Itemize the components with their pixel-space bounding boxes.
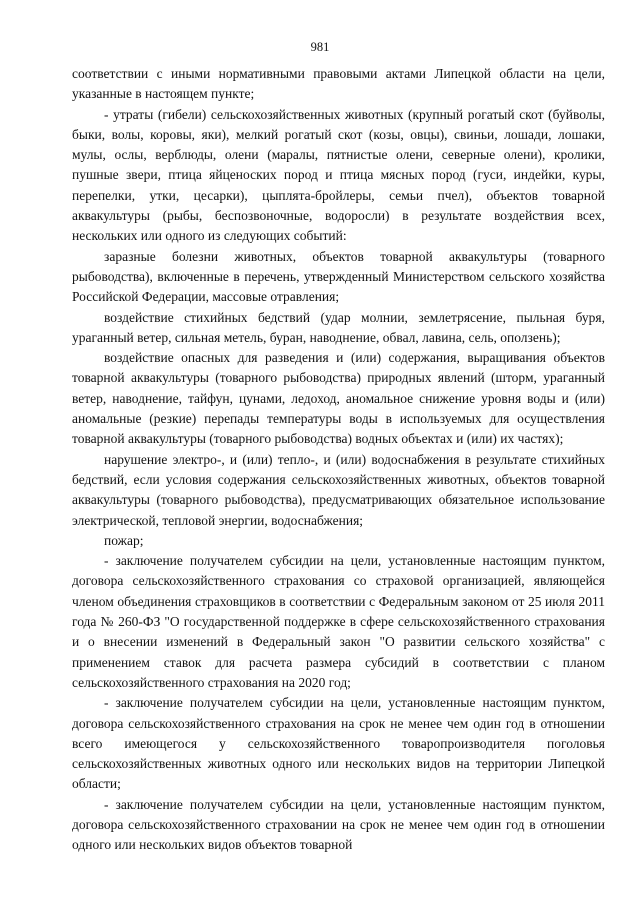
paragraph-fire: пожар; xyxy=(104,532,144,548)
paragraph-insurance-contract: - заключение получателем субсидии на цели, установленные настоящим пунктом, договора сельскохозяйственного страхования со страховой организацией, являющейся членом объединения страховщиков в соответствии с Федеральным законом от 25 июля 2011 года № 260-ФЗ "О государственной поддержке в сфере сельскохозяйственного страхования и о внесении изменений в Федеральный закон "О развитии сельского хозяйства" с применением ставок для расчета размера субсидий в соответствии с планом сельскохозяйственного страхования на 2020 год; xyxy=(72,553,605,690)
paragraph-livestock-insurance: - заключение получателем субсидии на цели, установленные настоящим пунктом, договора сельскохозяйственного страхования на срок не менее чем один год в отношении всего имеющегося у сельскохозяйственного товаропроизводителя поголовья сельскохозяйственных животных одного или нескольких видов на территории Липецкой области; xyxy=(72,695,605,792)
document-body xyxy=(72,64,605,856)
paragraph-natural-phenomena: воздействие опасных для разведения и (или) содержания, выращивания объектов товарной аквакультуры (товарного рыбоводства) природных явлений (шторм, ураганный ветер, наводнение, тайфун, цунами, ледоход, аномальное снижение уровня воды и (или) аномальные (резкие) перепады температуры воды в используемых для осуществления товарной аквакультуры (товарного рыбоводства) водных объектах и (или) их частях); xyxy=(72,350,605,447)
paragraph-aquaculture-insurance: - заключение получателем субсидии на цели, установленные настоящим пунктом, договора сельскохозяйственного страховании на срок не менее чем один год в отношении одного или нескольких видов объектов товарной xyxy=(72,796,605,853)
paragraph-contagious-diseases: заразные болезни животных, объектов товарной аквакультуры (товарного рыбоводства), включенные в перечень, утвержденный Министерством сельского хозяйства Российской Федерации, массовые отравления; xyxy=(72,248,605,305)
paragraph-natural-disasters: воздействие стихийных бедствий (удар молнии, землетрясение, пыльная буря, ураганный ветер, сильная метель, буран, наводнение, обвал, лавина, сель, оползень); xyxy=(72,309,605,345)
paragraph-utility-disruption: нарушение электро-, и (или) тепло-, и (или) водоснабжения в результате стихийных бедствий, если условия содержания сельскохозяйственных животных, объектов товарной аквакультуры (товарного рыбоводства), предусматривающих обязательное использование электрической, тепловой энергии, водоснабжения; xyxy=(72,451,605,528)
page-number: 981 xyxy=(310,40,330,54)
paragraph-continuation: соответствии с иными нормативными правовыми актами Липецкой области на цели, указанные в настоящем пункте; xyxy=(72,66,605,102)
paragraph-animal-loss: - утраты (гибели) сельскохозяйственных животных (крупный рогатый скот (буйволы, быки, волы, коровы, яки), мелкий рогатый скот (козы, овцы), свиньи, лошади, лошаки, мулы, ослы, верблюды, олени (маралы, пятнистые олени, северные олени), кролики, пушные звери, птица яйценоских пород и птица мясных пород (гуси, индейки, куры, перепелки, утки, цесарки), цыплята-бройлеры, семьи пчел), объектов товарной аквакультуры (рыбы, беспозвоночные, водоросли) в результате воздействия всех, нескольких или одного из следующих событий: xyxy=(72,106,605,244)
